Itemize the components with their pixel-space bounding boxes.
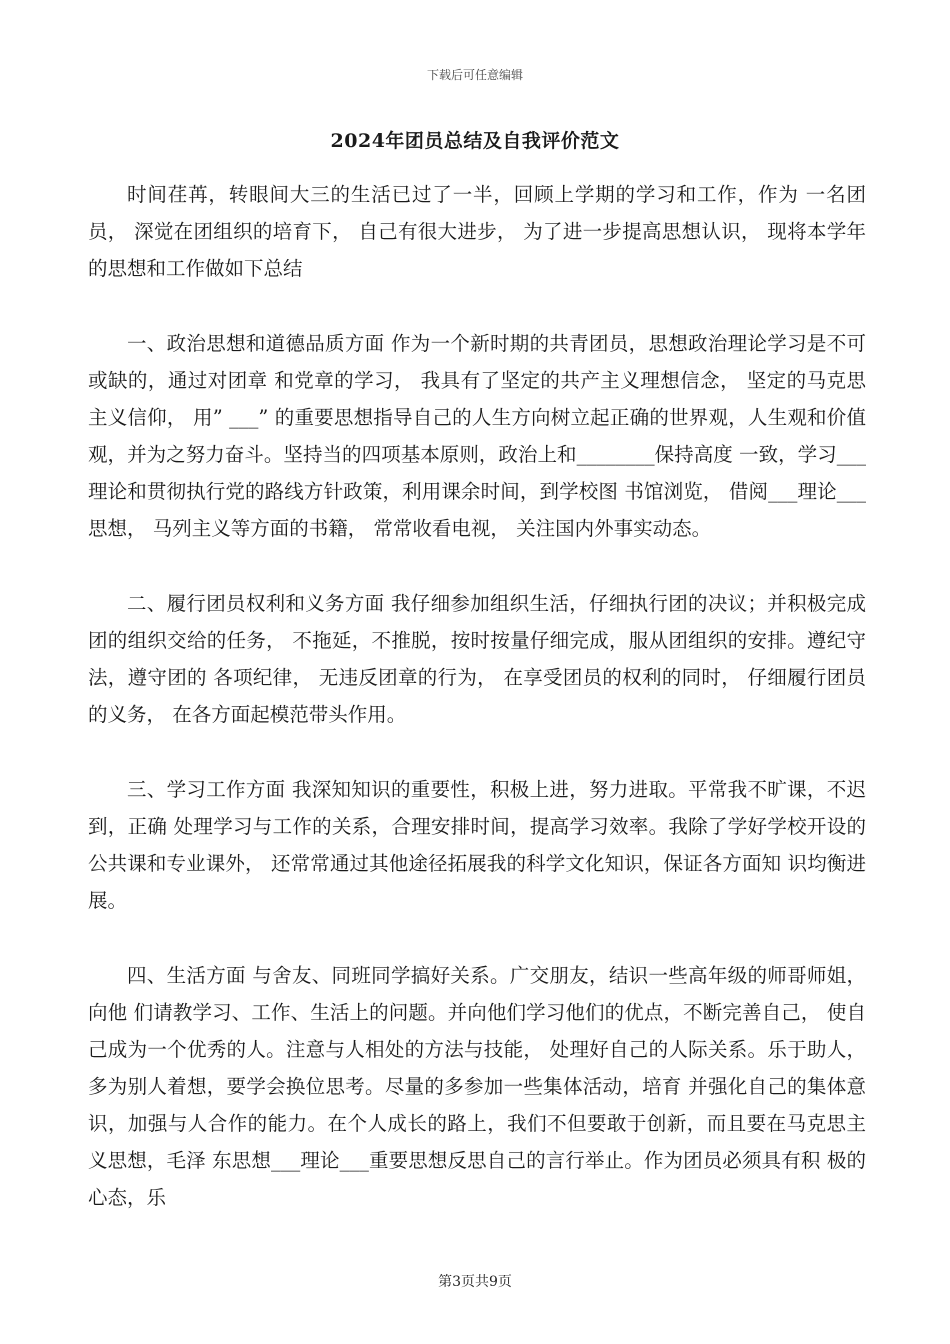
page-number: 第3页共9页 (438, 1274, 512, 1290)
paragraph-study-work: 三、学习工作方面 我深知知识的重要性，积极上进，努力进取。平常我不旷课，不迟到，正确 处理学习与工作的关系，合理安排时间，提高学习效率。我除了学好学校开设的 公共课和专业课外， 还常常通过其他途径拓展我的科学文化知识，保证各方面知 识均衡进展。 (88, 778, 866, 912)
paragraph-political-thought: 一、政治思想和道德品质方面 作为一个新时期的共青团员，思想政治理论学习是不可或缺的，通过对团章 和党章的学习， 我具有了坚定的共产主义理想信念， 坚定的马克思主义信仰， 用” ___” 的重要思想指导自己的人生方向树立起正确的世界观，人生观和价值 观，并为之努力奋斗。坚持当的四项基本原则，政治上和________保持高度 一致，学习___理论和贯彻执行党的路线方针政策，利用课余时间，到学校图 书馆浏览， 借阅___理论___思想， 马列主义等方面的书籍， 常常收看电视， 关注国内外事实动态。 (88, 332, 866, 540)
document-title: 2024年团员总结及自我评价范文 (330, 130, 620, 152)
paragraph-intro: 时间荏苒，转眼间大三的生活已过了一半，回顾上学期的学习和工作，作为 一名团员， 深觉在团组织的培育下， 自己有很大进步， 为了进一步提高思想认识， 现将本学年的思想和工作做如下总结 (88, 183, 866, 280)
paragraph-life: 四、生活方面 与舍友、同班同学搞好关系。广交朋友，结识一些高年级的师哥师姐，向他 们请教学习、工作、生活上的问题。并向他们学习他们的优点，不断完善自己， 使自己成为一个优秀的人。注意与人相处的方法与技能， 处理好自己的人际关系。乐于助人，多为别人着想，要学会换位思考。尽量的多参加一些集体活动，培育 并强化自己的集体意识，加强与人合作的能力。在个人成长的路上，我们不但要敢于创新，而且要在马克思主义思想，毛泽 东思想___理论___重要思想反思自己的言行举止。作为团员必须具有积 极的心态，乐 (88, 964, 866, 1209)
paragraph-rights-duties: 二、履行团员权利和义务方面 我仔细参加组织生活，仔细执行团的决议；并积极完成团的组织交给的任务， 不拖延，不推脱，按时按量仔细完成，服从团组织的安排。遵纪守法，遵守团的 各项纪律， 无违反团章的行为， 在享受团员的权利的同时， 仔细履行团员的义务， 在各方面起模范带头作用。 (88, 592, 866, 726)
page-header-note: 下载后可任意编辑 (426, 68, 523, 82)
document-body (88, 176, 866, 1254)
